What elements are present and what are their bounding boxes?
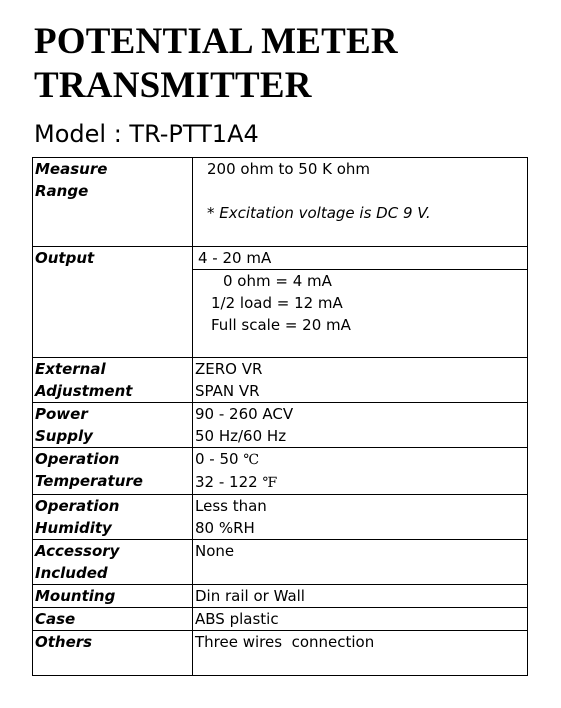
label-text: Range — [35, 182, 89, 200]
celsius-unit: ℃ — [243, 452, 260, 468]
spec-row-mounting — [33, 585, 528, 608]
title-line-1: POTENTIAL METER — [34, 21, 398, 62]
spec-row-operation-temperature — [33, 448, 528, 495]
value-text: SPAN VR — [195, 382, 260, 400]
spec-row-output — [33, 247, 528, 358]
spec-label-external-adjustment — [33, 358, 193, 403]
label-text: Included — [35, 564, 108, 582]
spec-label-measure-range — [33, 158, 193, 247]
label-text: Operation — [35, 450, 120, 468]
spec-label-operation-temperature — [33, 448, 193, 495]
value-text: Three wires connection — [195, 633, 375, 651]
spec-row-others — [33, 631, 528, 676]
value-text: None — [195, 542, 235, 560]
spec-label-others — [33, 631, 193, 676]
value-text: Din rail or Wall — [195, 587, 305, 605]
spec-label-case — [33, 608, 193, 631]
value-text: Less than — [195, 497, 267, 515]
spec-value-operation-humidity — [193, 495, 528, 540]
label-text: Mounting — [35, 587, 116, 605]
spec-table — [32, 157, 528, 676]
spec-row-power-supply — [33, 403, 528, 448]
spec-row-operation-humidity — [33, 495, 528, 540]
value-text — [195, 471, 527, 494]
label-text: Adjustment — [35, 382, 133, 400]
spec-row-external-adjustment — [33, 358, 528, 403]
label-text: Measure — [35, 160, 108, 178]
label-text: Others — [35, 633, 93, 651]
fahrenheit-unit: ℉ — [262, 475, 278, 491]
spec-value-measure-range — [193, 158, 528, 247]
output-line: 0 ohm = 4 mA — [223, 272, 332, 290]
spec-value-accessory-included — [193, 540, 528, 585]
label-text: Case — [35, 610, 76, 628]
spec-label-power-supply — [33, 403, 193, 448]
value-text — [195, 448, 527, 471]
output-line: 1/2 load = 12 mA — [211, 294, 343, 312]
label-text: Temperature — [35, 472, 143, 490]
label-text: Supply — [35, 427, 93, 445]
value-text: 50 Hz/60 Hz — [195, 427, 287, 445]
spec-value-case — [193, 608, 528, 631]
label-text: External — [35, 360, 106, 378]
measure-range-value: 200 ohm to 50 K ohm — [207, 160, 371, 178]
label-text: Output — [35, 249, 95, 267]
spec-value-operation-temperature — [193, 448, 528, 495]
celsius-range: 0 - 50 — [195, 450, 239, 468]
product-title — [34, 20, 398, 108]
spec-value-mounting — [193, 585, 528, 608]
label-text: Operation — [35, 497, 120, 515]
title-line-2: TRANSMITTER — [34, 65, 312, 106]
spec-label-operation-humidity — [33, 495, 193, 540]
spec-label-accessory-included — [33, 540, 193, 585]
output-range-value: 4 - 20 mA — [192, 247, 527, 270]
spec-label-mounting — [33, 585, 193, 608]
value-text: ZERO VR — [195, 360, 263, 378]
value-text: 80 %RH — [195, 519, 255, 537]
spec-label-output — [33, 247, 193, 358]
output-line: Full scale = 20 mA — [211, 316, 351, 334]
excitation-note: * Excitation voltage is DC 9 V. — [207, 204, 431, 222]
label-text: Power — [35, 405, 88, 423]
label-text: Humidity — [35, 519, 112, 537]
spec-value-output — [193, 247, 528, 358]
value-text: 90 - 260 ACV — [195, 405, 294, 423]
spec-row-accessory-included — [33, 540, 528, 585]
model-number: Model : TR-PTT1A4 — [34, 120, 259, 148]
spec-value-others — [193, 631, 528, 676]
fahrenheit-range: 32 - 122 — [195, 473, 258, 491]
spec-value-power-supply — [193, 403, 528, 448]
value-text: ABS plastic — [195, 610, 279, 628]
spec-row-measure-range — [33, 158, 528, 247]
spec-value-external-adjustment — [193, 358, 528, 403]
label-text: Accessory — [35, 542, 120, 560]
spec-row-case — [33, 608, 528, 631]
